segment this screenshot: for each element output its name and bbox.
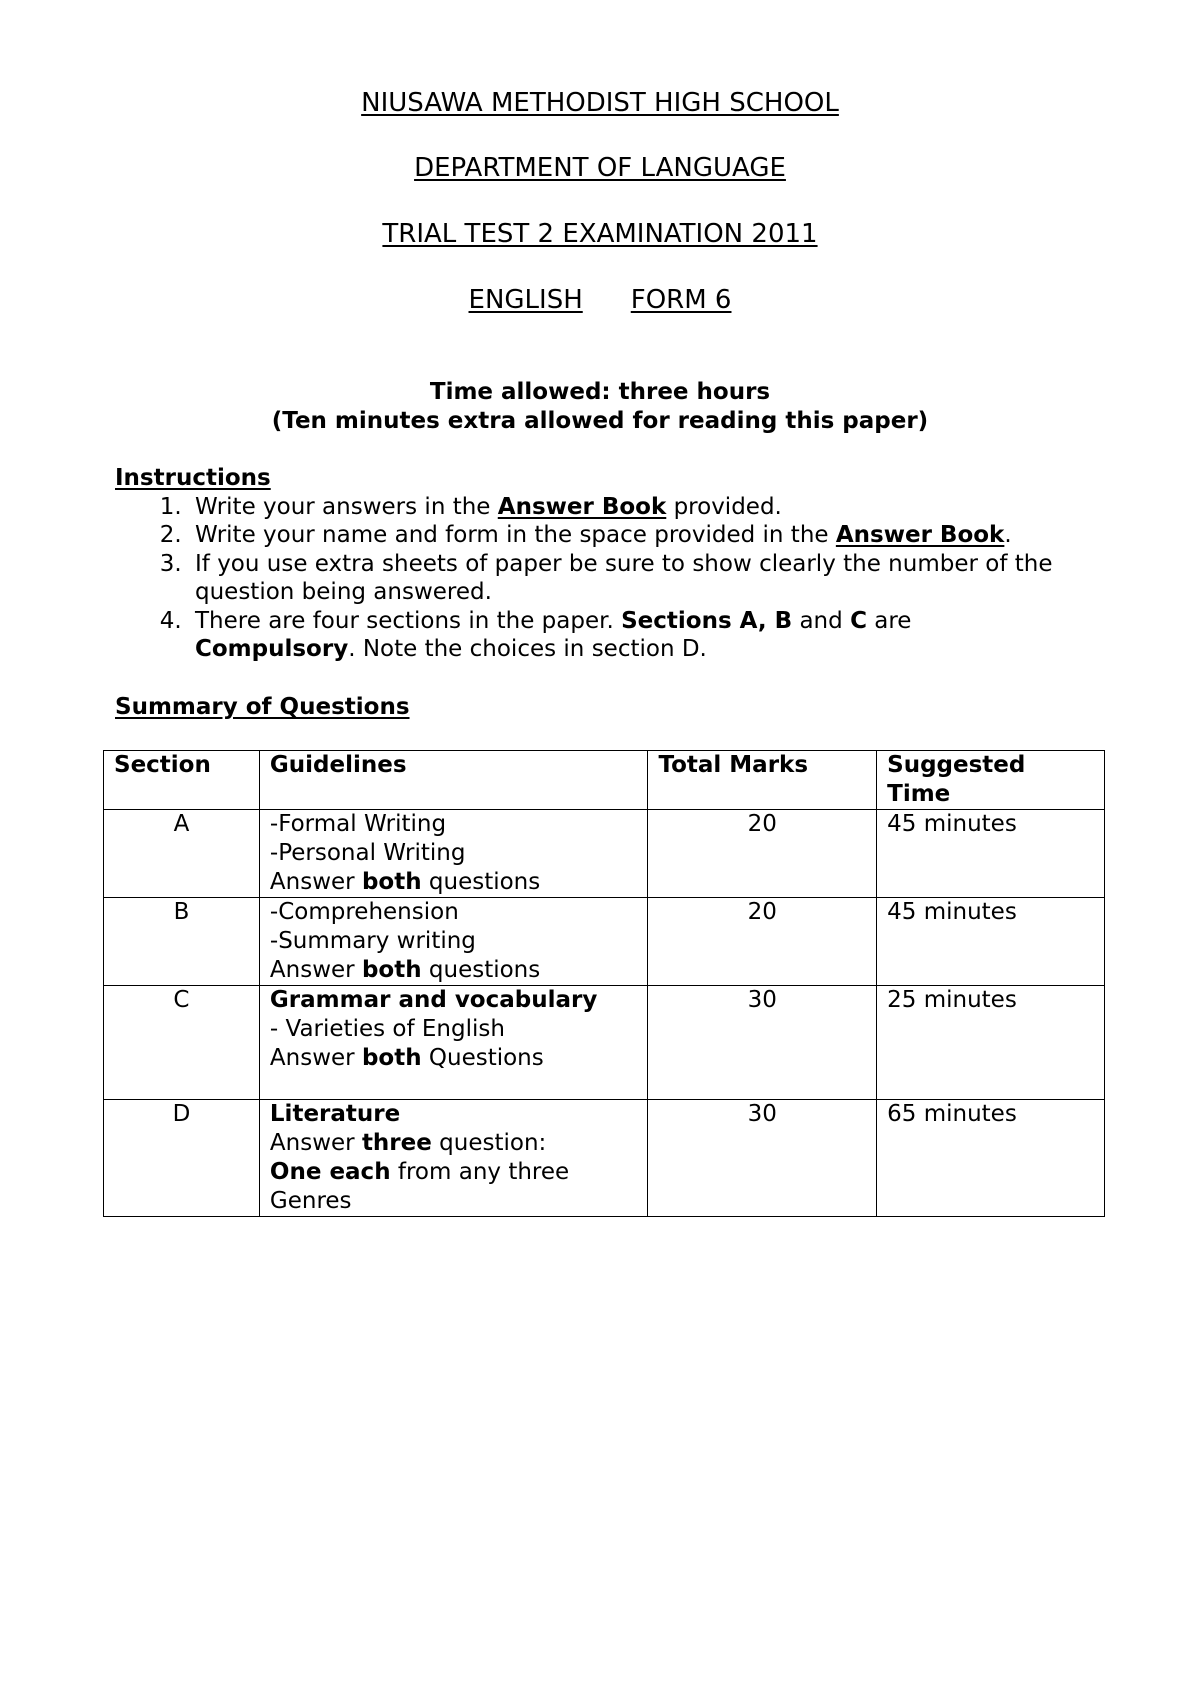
guidelines-cell: -Comprehension -Summary writing Answer both questions [259, 898, 648, 986]
header-suggested-time: Suggested Time [877, 751, 1105, 810]
department-heading: DEPARTMENT OF LANGUAGE [414, 153, 786, 183]
instructions-list [115, 493, 1075, 664]
header-guidelines: Guidelines [259, 751, 648, 810]
time-cell: 65 minutes [877, 1100, 1105, 1217]
time-cell: 25 minutes [877, 986, 1105, 1100]
marks-cell: 20 [648, 898, 877, 986]
guidelines-cell: -Formal Writing -Personal Writing Answer both questions [259, 810, 648, 898]
section-cell: C [104, 986, 260, 1100]
table-row [104, 986, 1105, 1100]
summary-title: Summary of Questions [115, 694, 410, 720]
marks-cell: 30 [648, 1100, 877, 1217]
table-row [104, 1100, 1105, 1217]
instructions-block [115, 464, 1075, 664]
instructions-title: Instructions [115, 465, 271, 491]
section-cell: B [104, 898, 260, 986]
exam-heading: TRIAL TEST 2 EXAMINATION 2011 [382, 219, 818, 249]
time-allowed: Time allowed: three hours [429, 379, 771, 405]
subject-heading [0, 285, 1200, 315]
time-cell: 45 minutes [877, 898, 1105, 986]
instruction-item-2: 2. Write your name and form in the space provided in the Answer Book. [189, 521, 1075, 550]
reading-time-note: (Ten minutes extra allowed for reading this paper) [271, 408, 929, 434]
marks-cell: 30 [648, 986, 877, 1100]
summary-table [103, 750, 1105, 1217]
marks-cell: 20 [648, 810, 877, 898]
section-cell: D [104, 1100, 260, 1217]
section-cell: A [104, 810, 260, 898]
table-row [104, 898, 1105, 986]
instruction-item-3: 3. If you use extra sheets of paper be sure to show clearly the number of the question being answered. [189, 550, 1075, 607]
subject-label: ENGLISH [468, 285, 583, 315]
instruction-item-4: 4. There are four sections in the paper. Sections A, B and C are Compulsory. Note the choices in section D. [189, 607, 1075, 664]
table-header-row [104, 751, 1105, 810]
instruction-item-1: 1. Write your answers in the Answer Book provided. [189, 493, 1075, 522]
form-label: FORM 6 [630, 285, 732, 315]
guidelines-cell: Literature Answer three question: One each from any three Genres [259, 1100, 648, 1217]
header-section: Section [104, 751, 260, 810]
table-row [104, 810, 1105, 898]
school-heading: NIUSAWA METHODIST HIGH SCHOOL [361, 88, 839, 118]
guidelines-cell: Grammar and vocabulary - Varieties of English Answer both Questions [259, 986, 648, 1100]
time-cell: 45 minutes [877, 810, 1105, 898]
header-total-marks: Total Marks [648, 751, 877, 810]
